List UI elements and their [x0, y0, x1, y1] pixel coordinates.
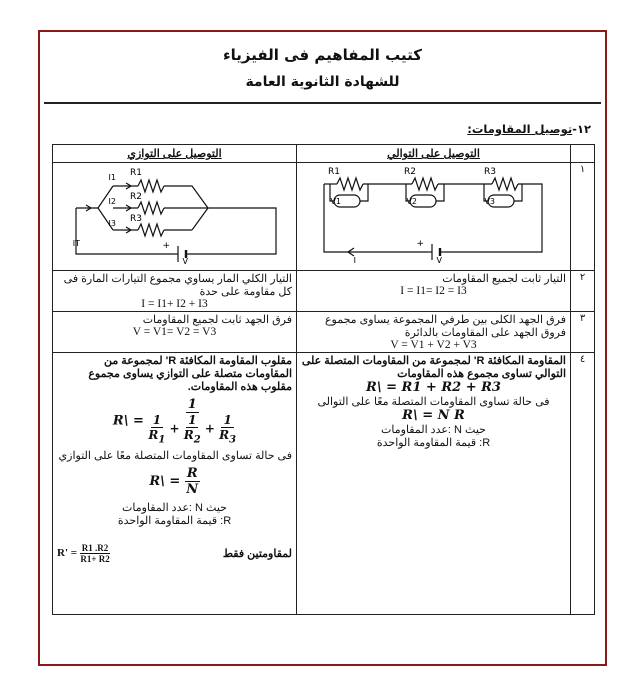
label-pr2: R2 — [130, 192, 142, 202]
parallel-current-cell — [53, 271, 297, 312]
series-voltage-text: فرق الجهد الكلى بين طرفي المجموعة يساوى مجموع فروق الجهد على المقاومات بالدائرة — [324, 314, 566, 339]
section-number: ١٢- — [572, 122, 591, 136]
row-number: ١ — [571, 163, 595, 271]
series-resistance-cell — [297, 353, 571, 615]
label-pr1: R1 — [130, 168, 142, 178]
label-r1: R1 — [328, 167, 340, 177]
table-row — [53, 163, 595, 271]
label-v: V — [436, 256, 442, 264]
series-resistance-eq: R\ = R1 + R2 + R3 — [366, 380, 501, 395]
label-it: IT — [72, 239, 80, 248]
section-title: توصيل المقاومات: — [467, 122, 573, 136]
parallel-circuit-diagram — [58, 164, 292, 264]
two-resistors-eq: R' = $\frac{R1 .R2}{R1+ R2}$ — [57, 543, 110, 565]
label-i3: I3 — [108, 219, 116, 228]
row-number: ٣ — [571, 312, 595, 353]
col-header-parallel: التوصيل على التوازي — [53, 145, 297, 163]
parallel-current-eq: I = I1+ I2 + I3 — [141, 298, 208, 310]
parallel-diagram-cell — [53, 163, 297, 271]
parallel-rn-eq: R\ = $\frac{R}{N}$ — [149, 466, 199, 498]
parallel-resistance-cell — [53, 353, 297, 615]
label-i2: I2 — [108, 197, 116, 206]
col-header-series: التوصيل على التوالي — [297, 145, 571, 163]
series-voltage-cell — [297, 312, 571, 353]
series-current-eq: I = I1= I2 = I3 — [400, 285, 467, 297]
eq-lhs: R\ = — [112, 413, 144, 429]
resistor-table — [52, 144, 595, 615]
series-current-text: التيار ثابت لجميع المقاومات — [442, 273, 566, 285]
table-row — [53, 312, 595, 353]
label-i: I — [353, 256, 356, 264]
label-r2: R2 — [404, 167, 416, 177]
series-equal-note: فى حالة تساوى المقاومات المتصلة معًا على التوالى — [317, 396, 550, 408]
label-pv: V — [182, 257, 188, 264]
header-divider — [44, 102, 601, 104]
series-circuit-diagram — [302, 164, 566, 264]
svg-text:+: + — [162, 241, 170, 251]
parallel-voltage-text: فرق الجهد ثابت لجميع المقاومات — [142, 314, 292, 326]
row-number: ٤ — [571, 353, 595, 615]
two-resistors-row — [57, 543, 292, 564]
parallel-resistance-def: مقلوب المقاومة المكافئة R' لمجموعة من المقاومات متصلة على التوازي يساوى مجموع مقلوب هذه المقاومات. — [88, 355, 292, 393]
parallel-resistance-eq: R\ = 1 $\frac{1}{R_1}$ + $\frac{1}{R_2}$ + $\frac{1}{R_3}$ — [112, 397, 237, 446]
table-header-row — [53, 145, 595, 163]
series-nr-eq: R\ = N R — [402, 408, 465, 423]
series-n-note: حيث N :عدد المقاومات — [381, 424, 486, 436]
parallel-n-note: حيث N :عدد المقاومات — [122, 502, 227, 515]
label-v2: V2 — [406, 197, 417, 206]
parallel-r-note: R: قيمة المقاومة الواحدة — [117, 515, 232, 528]
table-row — [53, 271, 595, 312]
parallel-voltage-cell — [53, 312, 297, 353]
row-number: ٢ — [571, 271, 595, 312]
label-i1: I1 — [108, 173, 116, 182]
series-r-note: R: قيمة المقاومة الواحدة — [376, 437, 491, 449]
two-resistors-label: لمقاومتين فقط — [222, 548, 292, 561]
page-subtitle: للشهادة الثانوية العامة — [245, 74, 400, 90]
parallel-equal-note: فى حالة تساوى المقاومات المتصلة معًا على التوازي — [58, 450, 292, 463]
series-current-cell — [297, 271, 571, 312]
col-header-num — [571, 145, 595, 163]
parallel-voltage-eq: V = V1= V2 = V3 — [132, 326, 217, 338]
series-diagram-cell — [297, 163, 571, 271]
page-title: كتيب المفاهيم فى الفيزياء — [222, 46, 422, 64]
series-resistance-def: المقاومة المكافئة R' لمجموعة من المقاومات المتصلة على التوالي تساوى مجموع هذه المقاومات — [301, 355, 566, 380]
series-voltage-eq: V = V1 + V2 + V3 — [390, 339, 477, 351]
table-row — [53, 353, 595, 615]
section-heading — [467, 122, 591, 136]
svg-text:+: + — [416, 239, 424, 249]
eq-numerator: 1 — [187, 397, 197, 412]
label-r3: R3 — [484, 167, 496, 177]
label-v1: V1 — [330, 197, 341, 206]
label-pr3: R3 — [130, 214, 142, 224]
label-v3: V3 — [484, 197, 495, 206]
parallel-current-text: التيار الكلي المار يساوي مجموع التيارات المارة فى كل مقاومة على حدة — [63, 273, 292, 298]
page-frame — [38, 30, 607, 666]
